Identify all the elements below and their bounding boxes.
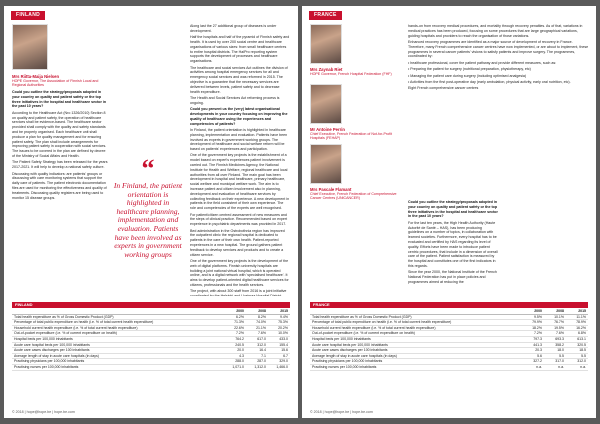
row-value: 358.2	[544, 342, 566, 348]
row-label: Out-of-pocket expenditure (i.e. % of current expenditure on health)	[310, 331, 522, 337]
body-paragraph: Half the hospitals and half of the pyramid of Finnish safety and health. It is used by over 200 social centre and healthcare organisations of various sizes: from small healthcare centres to entire hospital districts. The HaiPro reporting system supports the development of processes and healthcare organisations.	[190, 35, 290, 64]
row-value: 764.2	[224, 336, 246, 342]
year-header: 2000	[522, 309, 544, 314]
row-label: Hospital beds per 100,000 inhabitants	[12, 336, 224, 342]
row-value: 5.5	[544, 353, 566, 359]
body-paragraph: Bed administration in the Ostrobothnia region has improved the outpatient clinic the regional hospital is dedicated to patients in the care of their own health. Patient-reported experiences in a new hospital. The ground gathers patient feedback to develop services and products and to create a citizen service.	[190, 228, 285, 257]
person-photo	[310, 144, 342, 184]
row-label: Out-of-pocket expenditure (i.e. % of current expenditure on health)	[12, 331, 224, 337]
page-left	[4, 6, 298, 418]
row-label: Acute care hospital beds per 100,000 inhabitants	[12, 342, 224, 348]
row-label: Total health expenditure as % of Gross Domestic Product (GDP)	[310, 314, 522, 320]
body-paragraph: • Preparing the patient for surgery (nutritional preparation, physiotherapy, etc)	[408, 67, 531, 72]
row-value: 78.9%	[566, 320, 588, 326]
year-header: 2015	[566, 309, 588, 314]
person-photo	[12, 24, 48, 70]
row-value: 1,466.0	[268, 364, 290, 370]
row-value: 6.7	[268, 353, 290, 359]
body-paragraph: The healthcare and social services Act outlines the division of activities among hospital emergency services for all and emergency social services and was reformed in 2015. The objective is a guarantee that the necessary services are delivered between levels, patient safety and to decrease health expenditure.	[190, 65, 288, 94]
row-value: 441.3	[522, 342, 544, 348]
body-paragraph: • Activities from the first post-operative day (early ambulation, physical activity, early oral nutrition, etc).	[408, 79, 571, 84]
row-value: 76.7%	[544, 320, 566, 326]
body-paragraph: For the last ten years, the High Health Authority (Haute Autorité de Santé – HAS), has been producing guidelines on a number of topics, in collaboration with learned societies. Furthermore, every hospital has to be evaluated and certified by HAS regarding its level of quality. Efforts have been made to introduce patient centric procedures, that include in a dimension of overall care of the patient. Patient satisfaction is measured by the hospital and constitutes one of the first indicators in this regards.	[408, 220, 498, 268]
row-value: n.a.	[522, 364, 544, 370]
row-value: 75.3%	[268, 320, 290, 326]
row-value: 327.2	[522, 359, 544, 365]
body-paragraph: Discussing with quality indicators: are patients' groups or discussing with care monitoring systems that support the daily care of patients. The patient electronic documentation files are used for monitoring the effectiveness and quality of treatments. Discussing quality registers are being used to monitor 15 disease groups.	[12, 171, 107, 200]
row-value: 797.3	[522, 336, 544, 342]
row-label: Practising nurses per 100,000 inhabitants	[12, 364, 224, 370]
row-value: 9.5%	[522, 314, 544, 320]
body-paragraph: • Managing the patient care during surgery (including optimised analgesia)	[408, 73, 527, 78]
year-header: 2008	[246, 309, 268, 314]
row-value: 329.0	[268, 359, 290, 365]
row-value: 320.5	[566, 342, 588, 348]
row-label: Practising physicians per 100,000 inhabitants	[310, 359, 522, 365]
person-name: Mrs Zaynab Riet	[310, 67, 343, 72]
row-value: 74.0%	[246, 320, 268, 326]
row-value: 287.0	[246, 359, 268, 365]
body-paragraph: According to the Healthcare Act (Nro 1326/2010) Section 8 on quality and patient safety, the operation of healthcare services shall be evidence-based. The healthcare sector provided shall comply with the quality and safety standards and be properly organised. Each healthcare unit shall produce a plan for quality management and for ensuring patient safety. The plan shall include arrangements for improving patient safety in cooperation with social services. The issues to be covered in the plan are defined by decree of the Ministry of Social Affairs and Health.	[12, 110, 107, 158]
row-value: 20.2%	[268, 325, 290, 331]
row-value: 21.1%	[246, 325, 268, 331]
question-paragraph: Could you outline the strategy/proposals adopted in your country on quality and patient safety or the top three initiatives in the hospital and healthcare sector in the past 10 years?	[408, 200, 498, 219]
row-value: 312.0	[566, 359, 588, 365]
text-column-1	[408, 24, 590, 204]
row-label: Average length of stay in acute care hospitals (in days)	[12, 353, 224, 359]
row-value: 7.1	[246, 353, 268, 359]
row-label: Practising nurses per 100,000 inhabitants	[310, 364, 522, 370]
row-value: 7.2%	[522, 331, 544, 337]
table-row	[310, 364, 588, 370]
row-value: 7.6%	[246, 331, 268, 337]
pull-quote	[110, 154, 186, 298]
row-value: 433.0	[268, 336, 290, 342]
table-row	[12, 364, 290, 370]
row-value: 1,312.0	[246, 364, 268, 370]
person-title: HOPE Governor, French Hospital Federation (FHF)	[310, 72, 392, 76]
body-paragraph: Eight French comprehensive cancer centres	[408, 86, 479, 91]
row-value: 312.0	[246, 342, 268, 348]
person-photo	[310, 24, 342, 64]
row-value: 4.3	[224, 353, 246, 359]
table-title: FRANCE	[310, 302, 588, 308]
row-label: Household current health expenditure (i.e. % of total current health expenditure)	[12, 325, 224, 331]
row-value: 16.2%	[566, 325, 588, 331]
body-paragraph: Enhanced recovery programmes are identified as a major source of development of recovery in France. Therefore, many French comprehensive cancer centres have now implemented, or are about to implement, these programmes in several cancer patients' visions to satisfy patients and improve surgery. The programmes, coordinated by:	[408, 39, 589, 59]
year-header: 2008	[544, 309, 566, 314]
row-value: 15.6	[268, 348, 290, 354]
text-column-2	[408, 200, 498, 300]
row-label: Acute care cases discharges per 100 inhabitants	[12, 348, 224, 354]
row-label: Hospital beds per 100,000 inhabitants	[310, 336, 522, 342]
row-value: 22.6%	[224, 325, 246, 331]
person-name: Mrs Riitta-Maija Nielsen	[12, 74, 60, 79]
question-paragraph: Could you outline the strategy/proposals adopted in your country on quality and patient safety or the top three initiatives in the hospital and healthcare sector in the past 10 years?	[12, 90, 107, 109]
body-paragraph: One of the government key projects is the development of the web of digital platforms. Finnish university hospitals are building a joint national virtual hospital, which is operated online, and is a digital network with 'specialised healthcare'. It aims to develop patient-oriented digital healthcare services for citizens, professionals and the health services.	[190, 259, 289, 287]
row-label: Acute care cases discharges per 100 inhabitants	[310, 348, 522, 354]
person-title: Chief Executive, French Federation of Not-for-Profit Hospitals (FEHAP)	[310, 132, 392, 141]
year-header: 2000	[224, 309, 246, 314]
person-title: HOPE Governor, The Association of Finnish Local and Regional Authorities	[12, 79, 99, 88]
row-value: 7.2%	[224, 331, 246, 337]
page-footer: © 2018 | hope@hope.be | hope.be.com	[12, 410, 75, 414]
person-photo	[310, 84, 342, 124]
row-label: Average length of stay in acute care hospitals (in days)	[310, 353, 522, 359]
row-value: 1,071.0	[224, 364, 246, 370]
person-title: Chief Executive, French Federation of Comprehensive Cancer Centres (UNICANCER)	[310, 192, 397, 201]
row-value: 16.4	[246, 348, 268, 354]
row-value: 20.3	[522, 348, 544, 354]
row-value: 10.1%	[544, 314, 566, 320]
row-value: 5.6	[522, 353, 544, 359]
row-label: Practising physicians per 100,000 inhabitants	[12, 359, 224, 365]
row-value: 288.0	[224, 359, 246, 365]
row-value: 155.4	[268, 342, 290, 348]
body-paragraph: The Patient Safety Strategy has been released for the years 2017-2021. It will help to develop a national safety culture.	[12, 160, 108, 170]
row-label: Acute care hospital beds per 100,000 inhabitants	[310, 342, 522, 348]
country-tag: FINLAND	[11, 11, 45, 20]
body-paragraph: For patient/citizen centred assessment of new measures and the steps of clinical practice. Recommended based on expert experience in psychiatric departments was provided in 2017.	[190, 212, 288, 227]
row-value: 79.9%	[522, 320, 544, 326]
row-value: 6.2%	[224, 314, 246, 320]
row-value: 18.5	[566, 348, 588, 354]
body-paragraph: hands-on from recovery medical procedures, and mortality through recovery penalties. As of that, variations in medical practices has been produced, focusing on some procedures that are large geographical variations, guiding hospitals and providers to reach the organisation of those variations.	[408, 24, 583, 38]
row-value: 11.1%	[566, 314, 588, 320]
body-paragraph: The project, with about 300 staff from 2016 is a joint initiative	[190, 289, 287, 294]
row-value: 6.8%	[566, 331, 588, 337]
row-value: 18.0	[544, 348, 566, 354]
person-name: Mr Antoine Perrin	[310, 127, 345, 132]
table-title: FINLAND	[12, 302, 290, 308]
row-value: 7.6%	[544, 331, 566, 337]
body-paragraph: Along last the 27 additional group of diseases is under development.	[190, 24, 277, 33]
body-paragraph: In Finland, the patient orientation is highlighted in healthcare planning, implementation and evaluation. Patients have been involved as experts in government working groups. The development of healthcare and social welfare reform will be based on patients' experiences and participation.	[190, 127, 288, 152]
stats-table	[310, 309, 588, 371]
person-name: Mrs Pascale Flamant	[310, 187, 352, 192]
row-value: 240.5	[224, 342, 246, 348]
country-tag: FRANCE	[309, 11, 342, 20]
row-value: 693.3	[544, 336, 566, 342]
row-value: 10.0%	[268, 331, 290, 337]
text-column-1	[12, 90, 108, 295]
page-footer: © 2018 | hope@hope.be | hope.be.com	[310, 410, 373, 414]
quote-mark-icon: “	[141, 154, 155, 183]
row-value: 613.1	[566, 336, 588, 342]
year-header: 2015	[268, 309, 290, 314]
stats-table	[12, 309, 290, 371]
row-value: 19.5%	[544, 325, 566, 331]
row-value: n.a.	[544, 364, 566, 370]
page-right	[302, 6, 596, 418]
row-value: 9.4%	[268, 314, 290, 320]
body-paragraph: One of the government key projects is the establishment of a model based on expert's experiences patient involvement is carried out. The Finnish Medicines Agency, the National Institute for Health and Welfare, regional healthcare and local authorities from all over Finland. The main goal has been development in hospital and healthcare, primary healthcare, social welfare and municipal welfare work. The aim is to increase patient and citizen involvement also in planning, development and evaluation of healthcare services by collecting feedback on their experience. A new development in patients in the field consistent of their own experience. The role and competencies of the experts are well recognised.	[190, 153, 290, 211]
row-label: Percentage of total public expenditure on health (i.e. % of total current health expenditure)	[12, 320, 224, 326]
pull-quote-text: In Finland, the patient orientation is highlighted in healthcare planning, implementation and evaluation. Patients have been involved as experts in government working groups	[113, 181, 183, 259]
body-paragraph: The Health and Social Services Act reforming process is ongoing.	[190, 95, 280, 105]
row-label: Percentage of total public expenditure on health (i.e. % of total current health expenditure)	[310, 320, 522, 326]
body-paragraph: Since the year 2000, the National Institute of the French National Federation has put in place policies and programmes aimed at reducing the	[408, 270, 497, 284]
row-label: Total health expenditure as % of Gross Domestic Product (GDP)	[12, 314, 224, 320]
question-paragraph: Could you present us the (very) latest organisational developments in your country focusing on improving the quality of healthcare using the experiences and competencies of patients?	[190, 107, 288, 126]
row-value: 20.0	[224, 348, 246, 354]
body-paragraph: • healthcare professional, cover the patient pathway and provide different measures, such as:	[408, 60, 557, 65]
row-value: 18.2%	[522, 325, 544, 331]
row-value: n.a.	[566, 364, 588, 370]
row-label: Household current health expenditure (i.e. % of total current health expenditure)	[310, 325, 522, 331]
text-column-3	[190, 24, 290, 296]
row-value: 71.3%	[224, 320, 246, 326]
row-value: 5.5	[566, 353, 588, 359]
row-value: 617.0	[246, 336, 268, 342]
row-value: 317.0	[544, 359, 566, 365]
row-value: 8.2%	[246, 314, 268, 320]
